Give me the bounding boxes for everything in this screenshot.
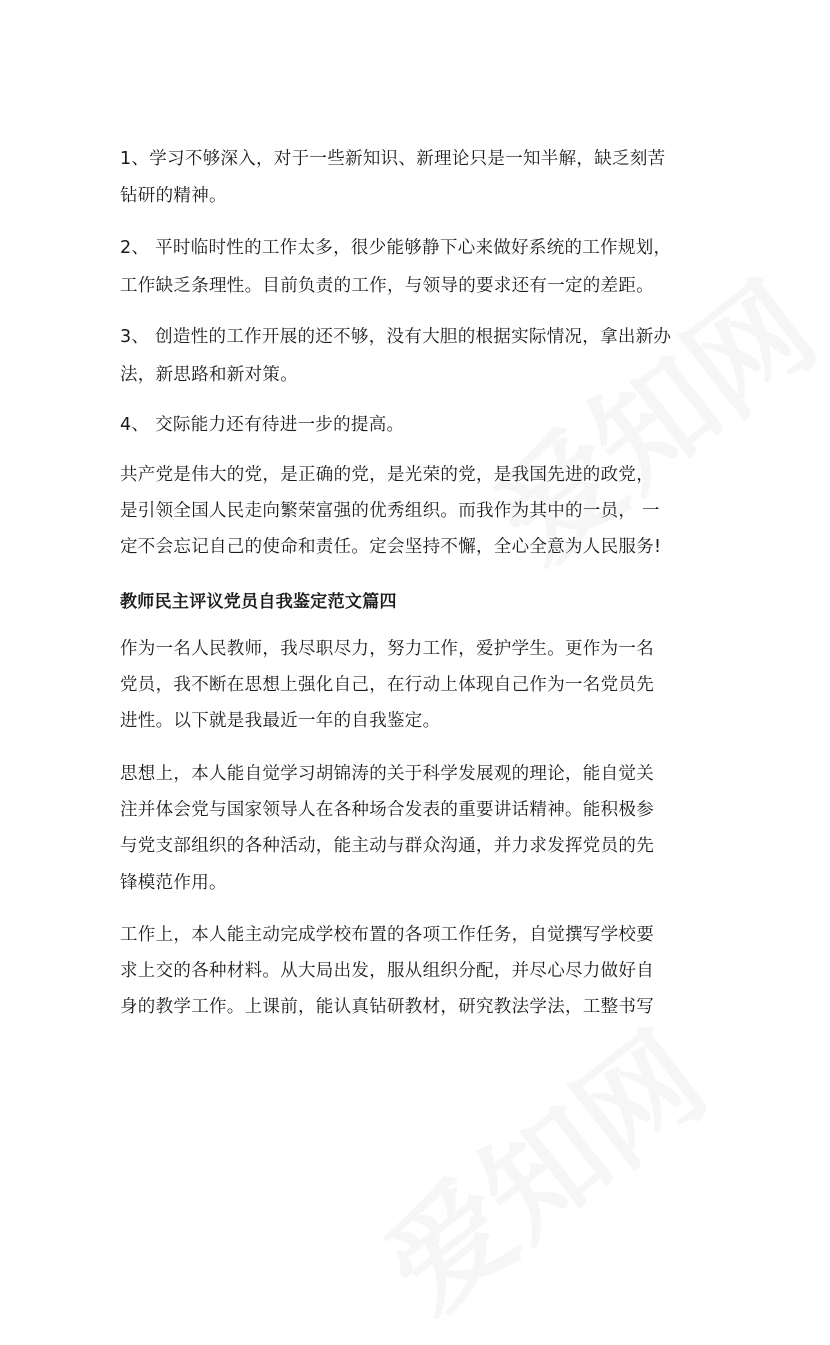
watermark-text [345,987,735,1344]
text-line: 是引领全国人民走向繁荣富强的优秀组织。而我作为其中的一员， 一 [120,501,660,521]
text-line: 锋模范作用。 [120,873,227,893]
text-line: 工作缺乏条理性。目前负责的工作，与领导的要求还有一定的差距。 [120,276,654,296]
text-line: 作为一名人民教师，我尽职尽力，努力工作，爱护学生。更作为一名 [120,639,654,659]
text-line: 2、 平时临时性的工作太多，很少能够静下心来做好系统的工作规划， [120,238,672,258]
text-line: 思想上，本人能自觉学习胡锦涛的关于科学发展观的理论，能自觉关 [120,764,654,784]
text-line: 求上交的各种材料。从大局出发，服从组织分配，并尽心尽力做好自 [120,961,654,981]
text-line: 进性。以下就是我最近一年的自我鉴定。 [120,711,441,731]
text-line: 身的教学工作。上课前，能认真钻研教材，研究教法学法，工整书写 [120,997,654,1017]
text-line: 注并体会党与国家领导人在各种场合发表的重要讲话精神。能积极参 [120,800,654,820]
text-line: 法，新思路和新对策。 [120,365,298,385]
text-line: 4、 交际能力还有待进一步的提高。 [120,415,405,435]
text-line: 钻研的精神。 [120,186,227,206]
section-heading: 教师民主评议党员自我鉴定范文篇四 [120,592,397,612]
text-line: 工作上，本人能主动完成学校布置的各项工作任务，自觉撰写学校要 [120,925,654,945]
text-line: 3、 创造性的工作开展的还不够，没有大胆的根据实际情况，拿出新办 [120,327,672,347]
text-line: 1、学习不够深入，对于一些新知识、新理论只是一知半解，缺乏刻苦 [120,149,666,169]
text-line: 共产党是伟大的党，是正确的党，是光荣的党，是我国先进的政党， [120,465,654,485]
text-line: 定不会忘记自己的使命和责任。定会坚持不懈，全心全意为人民服务! [120,537,662,557]
text-line: 与党支部组织的各种活动，能主动与群众沟通，并力求发挥党员的先 [120,836,654,856]
text-line: 党员，我不断在思想上强化自己，在行动上体现自己作为一名党员先 [120,675,654,695]
